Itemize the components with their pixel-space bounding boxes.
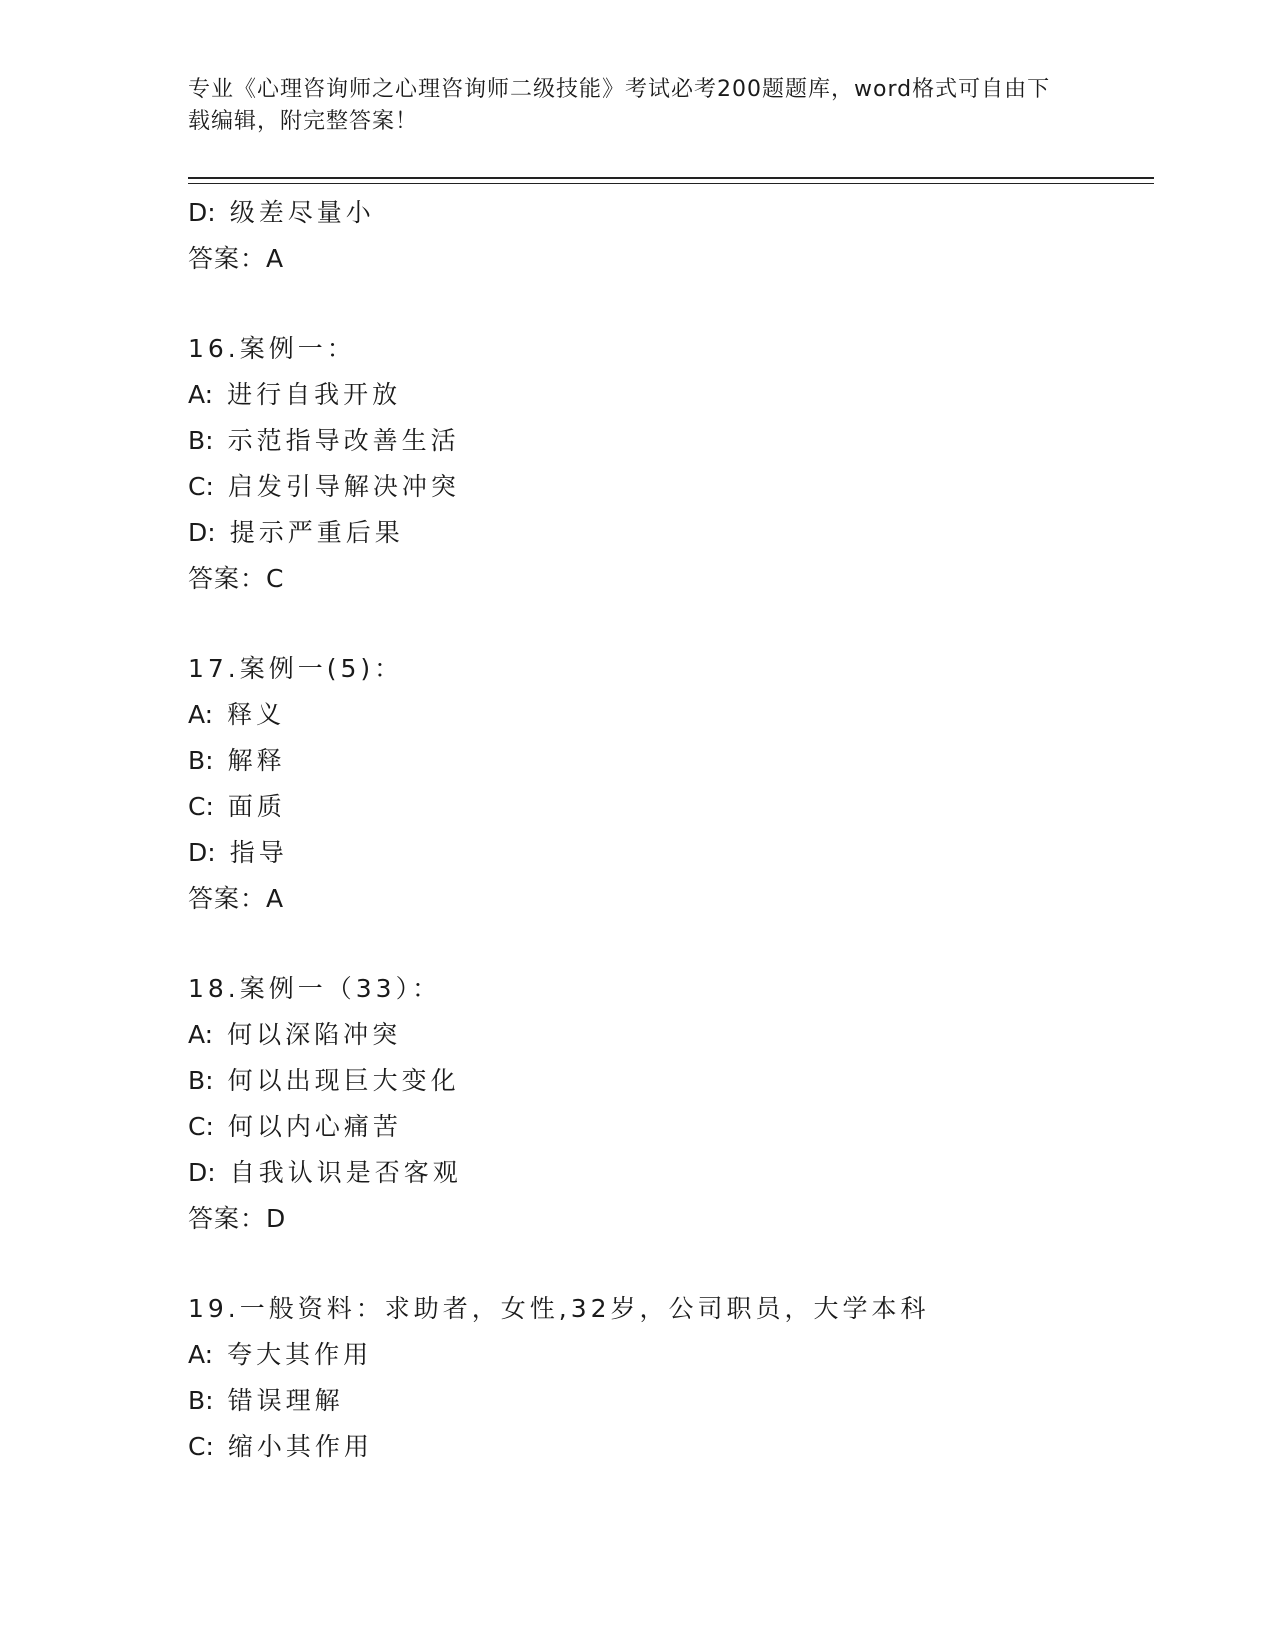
option-text: 指导 xyxy=(229,838,288,867)
option-line xyxy=(188,1012,1148,1058)
question-block-19 xyxy=(188,1286,1148,1470)
option-label: D: xyxy=(188,518,216,547)
header-rule-thin xyxy=(188,183,1154,184)
option-label: C: xyxy=(188,792,214,821)
option-text: 何以内心痛苦 xyxy=(227,1112,402,1141)
option-label: A: xyxy=(188,700,214,729)
option-text: 何以出现巨大变化 xyxy=(227,1066,460,1095)
option-text: 启发引导解决冲突 xyxy=(227,472,460,501)
option-label: B: xyxy=(188,426,214,455)
option-label: B: xyxy=(188,746,214,775)
option-text: 级差尽量小 xyxy=(229,198,375,227)
option-line xyxy=(188,1058,1148,1104)
option-line xyxy=(188,1378,1148,1424)
option-line xyxy=(188,1104,1148,1150)
option-line xyxy=(188,510,1148,556)
option-label: B: xyxy=(188,1386,214,1415)
option-text: 面质 xyxy=(227,792,286,821)
option-line xyxy=(188,1424,1148,1470)
option-text: 提示严重后果 xyxy=(229,518,404,547)
answer-line: 答案：D xyxy=(188,1204,287,1233)
option-line xyxy=(188,1150,1148,1196)
option-label: D: xyxy=(188,1158,216,1187)
document-header: 专业《心理咨询师之心理咨询师二级技能》考试必考200题题库，word格式可自由下载编辑，附完整答案！ xyxy=(188,77,1051,134)
question-block-17 xyxy=(188,646,1148,922)
answer-line: 答案：C xyxy=(188,564,285,593)
option-line xyxy=(188,830,1148,876)
question-title: 16.案例一： xyxy=(188,334,356,363)
answer-line: 答案：A xyxy=(188,884,285,913)
option-label: B: xyxy=(188,1066,214,1095)
answer-line: 答案：A xyxy=(188,244,285,273)
option-line xyxy=(188,372,1148,418)
option-label: C: xyxy=(188,472,214,501)
option-label: D: xyxy=(188,198,216,227)
option-text: 释义 xyxy=(227,700,286,729)
question-list xyxy=(188,190,1148,1470)
option-text: 进行自我开放 xyxy=(227,380,402,409)
option-text: 何以深陷冲突 xyxy=(227,1020,402,1049)
option-label: A: xyxy=(188,380,214,409)
option-label: C: xyxy=(188,1112,214,1141)
question-block-16 xyxy=(188,326,1148,602)
option-text: 解释 xyxy=(227,746,286,775)
option-text: 错误理解 xyxy=(227,1386,344,1415)
option-line xyxy=(188,1332,1148,1378)
question-block-18 xyxy=(188,966,1148,1242)
option-label: C: xyxy=(188,1432,214,1461)
option-label: A: xyxy=(188,1340,214,1369)
option-label: A: xyxy=(188,1020,214,1049)
option-line xyxy=(188,418,1148,464)
option-text: 自我认识是否客观 xyxy=(229,1158,462,1187)
option-label: D: xyxy=(188,838,216,867)
option-line xyxy=(188,464,1148,510)
question-block-15 xyxy=(188,190,1148,282)
option-line xyxy=(188,692,1148,738)
option-line xyxy=(188,738,1148,784)
option-text: 夸大其作用 xyxy=(227,1340,373,1369)
question-title: 18.案例一（33）： xyxy=(188,974,442,1003)
option-text: 示范指导改善生活 xyxy=(227,426,460,455)
header-rule-thick xyxy=(188,177,1154,179)
question-title: 19.一般资料：求助者，女性,32岁，公司职员，大学本科 xyxy=(188,1294,930,1323)
option-line xyxy=(188,784,1148,830)
question-title: 17.案例一(5)： xyxy=(188,654,404,683)
option-text: 缩小其作用 xyxy=(227,1432,373,1461)
option-line xyxy=(188,190,1148,236)
